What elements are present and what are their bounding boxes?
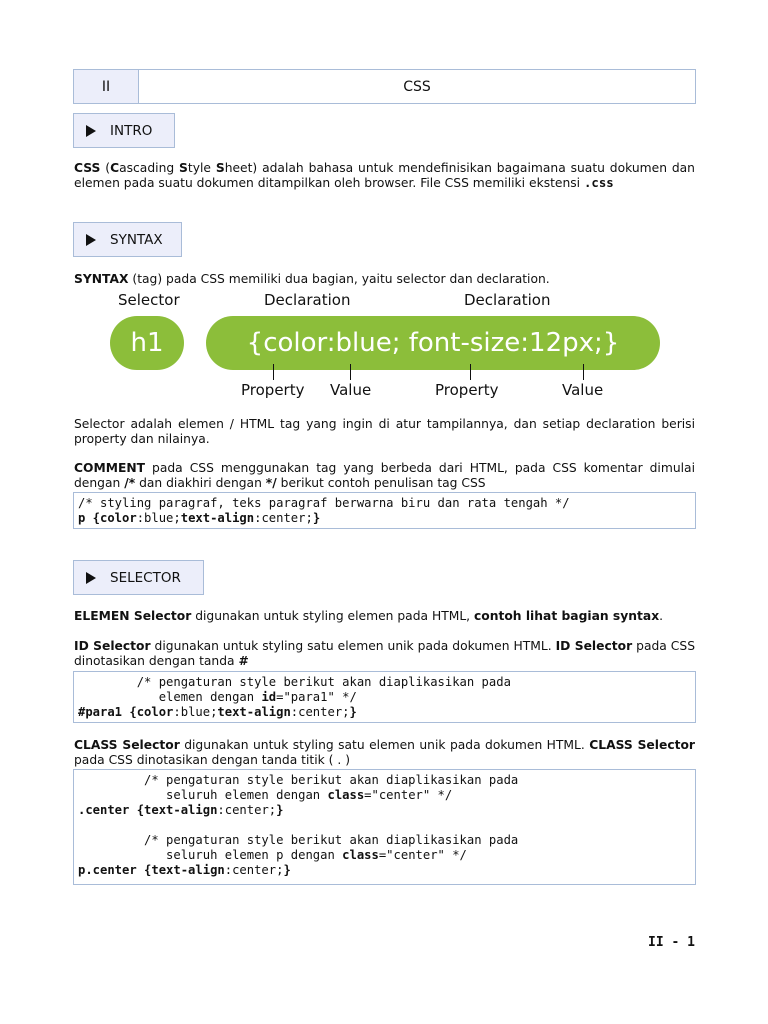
arrow-property-2 — [470, 364, 471, 380]
code-line: #para1 {color:blue;text-align:center;} — [78, 705, 357, 719]
code-block-comment — [73, 492, 696, 529]
chapter-header — [73, 69, 696, 104]
class-selector-paragraph: CLASS Selector digunakan untuk styling satu elemen unik pada dokumen HTML. CLASS Selector pada CSS dinotasikan dengan tanda titik ( . ) — [74, 738, 695, 767]
chapter-number: II — [74, 70, 139, 103]
code-line: /* pengaturan style berikut akan diaplikasikan pada — [78, 833, 519, 847]
code-line: /* pengaturan style berikut akan diaplikasikan pada — [78, 675, 511, 689]
arrow-value-2 — [583, 364, 584, 380]
code-block-class-selector — [73, 769, 696, 885]
code-line: seluruh elemen p dengan class="center" */ — [78, 848, 467, 862]
section-heading-intro — [73, 113, 175, 148]
section-heading-syntax — [73, 222, 182, 257]
declaration-pill: {color:blue; font-size:12px;} — [206, 316, 660, 370]
section-heading-label: SYNTAX — [110, 231, 163, 248]
intro-paragraph: CSS (Cascading Style Sheet) adalah bahasa untuk mendefinisikan bagaimana suatu dokumen dan elemen pada suatu dokumen ditampilkan oleh browser. File CSS memiliki ekstensi .css — [74, 161, 695, 190]
play-icon — [86, 234, 96, 246]
value-label-1: Value — [330, 381, 372, 399]
code-block-id-selector — [73, 671, 696, 723]
property-label-1: Property — [241, 381, 305, 399]
chapter-title: CSS — [403, 78, 431, 95]
code-line — [78, 818, 691, 833]
value-label-2: Value — [562, 381, 604, 399]
section-heading-label: SELECTOR — [110, 569, 181, 586]
section-heading-selector — [73, 560, 204, 595]
play-icon — [86, 572, 96, 584]
declaration-label-2: Declaration — [464, 291, 551, 309]
property-label-2: Property — [435, 381, 499, 399]
code-line: p {color:blue;text-align:center;} — [78, 511, 321, 525]
code-line: p.center {text-align:center;} — [78, 863, 291, 877]
code-line: .center {text-align:center;} — [78, 803, 284, 817]
selector-pill: h1 — [110, 316, 184, 370]
arrow-property-1 — [273, 364, 274, 380]
arrow-value-1 — [350, 364, 351, 380]
code-line: seluruh elemen dengan class="center" */ — [78, 788, 453, 802]
page-number: II - 1 — [648, 935, 695, 950]
code-line: /* styling paragraf, teks paragraf berwarna biru dan rata tengah */ — [78, 496, 570, 510]
code-line: elemen dengan id="para1" */ — [78, 690, 357, 704]
declaration-label-1: Declaration — [264, 291, 351, 309]
code-line: /* pengaturan style berikut akan diaplikasikan pada — [78, 773, 519, 787]
comment-paragraph: COMMENT pada CSS menggunakan tag yang berbeda dari HTML, pada CSS komentar dimulai dengan /* dan diakhiri dengan */ berikut contoh penulisan tag CSS — [74, 461, 695, 490]
selector-explanation: Selector adalah elemen / HTML tag yang ingin di atur tampilannya, dan setiap declaration berisi property dan nilainya. — [74, 417, 695, 446]
id-selector-paragraph: ID Selector digunakan untuk styling satu elemen unik pada dokumen HTML. ID Selector pada CSS dinotasikan dengan tanda # — [74, 639, 696, 668]
selector-label: Selector — [118, 291, 180, 309]
section-heading-label: INTRO — [110, 122, 153, 139]
elemen-selector-paragraph: ELEMEN Selector digunakan untuk styling elemen pada HTML, contoh lihat bagian syntax. — [74, 609, 664, 623]
play-icon — [86, 125, 96, 137]
syntax-paragraph: SYNTAX (tag) pada CSS memiliki dua bagian, yaitu selector dan declaration. — [74, 272, 550, 286]
